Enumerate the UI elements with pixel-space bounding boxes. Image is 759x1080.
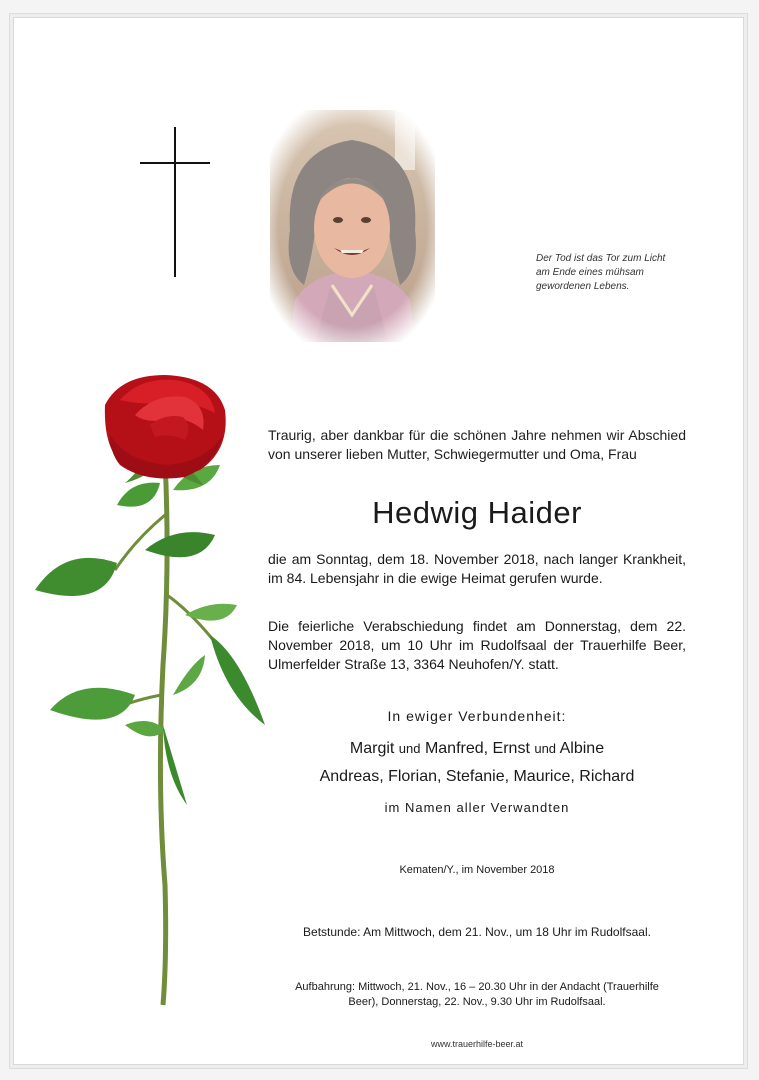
- aufbahrung-line: Aufbahrung: Mittwoch, 21. Nov., 16 – 20.30 Uhr in der Andacht (Trauerhilfe: [295, 981, 659, 993]
- website-link[interactable]: www.trauerhilfe-beer.at: [430, 1039, 524, 1049]
- betstunde-notice: Betstunde: Am Mittwoch, dem 21. Nov., um 18 Uhr im Rudolfsaal.: [303, 925, 651, 939]
- place-date: Kematen/Y., im November 2018: [399, 864, 555, 876]
- deceased-name: Hedwig Haider: [372, 495, 582, 530]
- aufbahrung-line: Beer), Donnerstag, 22. Nov., 9.30 Uhr im Rudolfsaal.: [348, 996, 606, 1008]
- relatives-line: im Namen aller Verwandten: [384, 800, 570, 815]
- conjunction: und: [534, 741, 557, 756]
- mourners-line-2: Andreas, Florian, Stefanie, Maurice, Richard: [319, 768, 635, 785]
- cross-icon: [140, 127, 210, 277]
- intro-text: Traurig, aber dankbar für die schönen Jahre nehmen wir Abschied von unserer lieben Mutter, Schwiegermutter und Oma, Frau: [268, 427, 686, 462]
- verbundenheit-heading: In ewiger Verbundenheit:: [387, 708, 567, 724]
- quote-line: am Ende eines mühsam: [536, 267, 644, 278]
- memorial-quote: [536, 252, 706, 294]
- quote-line: gewordenen Lebens.: [536, 281, 630, 292]
- mourners-line-1: [268, 740, 686, 758]
- portrait-photo: [270, 110, 435, 342]
- mourner-name: Margit: [349, 740, 395, 757]
- conjunction: und: [398, 741, 421, 756]
- mourner-name: Manfred, Ernst: [424, 740, 530, 757]
- funeral-paragraph: Die feierliche Verabschiedung findet am Donnerstag, dem 22. November 2018, um 10 Uhr im Rudolfsaal der Trauerhilfe Beer, Ulmerfelder Straße 13, 3364 Neuhofen/Y. statt.: [268, 618, 686, 672]
- rose-illustration: [25, 365, 285, 1015]
- death-notice-paragraph: die am Sonntag, dem 18. November 2018, nach langer Krankheit, im 84. Lebensjahr in die ewige Heimat gerufen wurde.: [268, 551, 686, 586]
- aufbahrung-notice: [262, 980, 692, 1010]
- quote-line: Der Tod ist das Tor zum Licht: [536, 253, 666, 264]
- mourner-name: Albine: [559, 740, 605, 757]
